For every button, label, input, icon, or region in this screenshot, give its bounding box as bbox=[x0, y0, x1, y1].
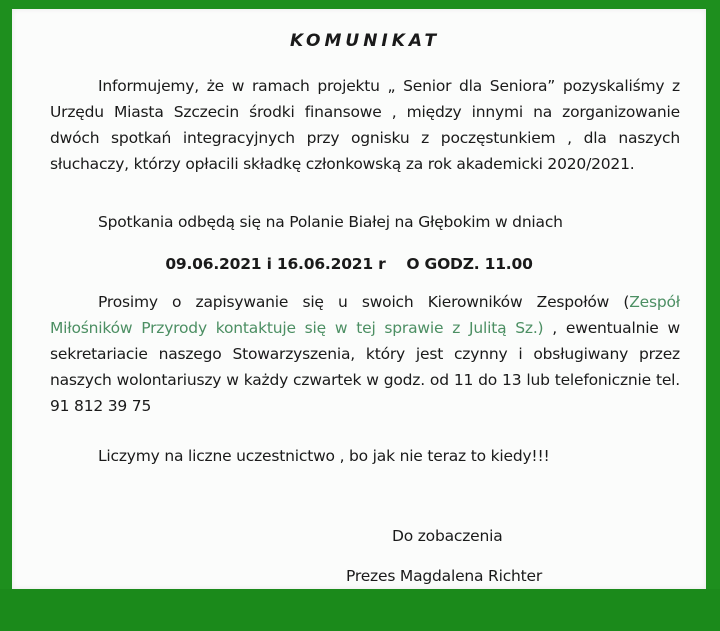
registration-text-start: Prosimy o zapisywanie się u swoich Kierowników Zespołów ( bbox=[98, 293, 630, 311]
meeting-dates: 09.06.2021 i 16.06.2021 r O GODZ. 11.00 bbox=[165, 255, 533, 273]
document-page bbox=[12, 9, 706, 589]
paragraph-funding: Informujemy, że w ramach projektu „ Senior dla Seniora” pozyskaliśmy z Urzędu Miasta Szczecin środki finansowe , między innymi na zorganizowanie dwóch spotkań integracyjnych przy ognisku z poczęstunkiem , dla naszych słuchaczy, którzy opłacili składkę członkowską za rok akademicki 2020/2021. bbox=[50, 77, 680, 173]
registration-text-end: , ewentualnie w sekretariacie naszego Stowarzyszenia, który jest czynny i obsługiwany przez naszych wolontariuszy w każdy czwartek w godz. od 11 do 13 lub telefonicznie tel. 91 812 39 75 bbox=[50, 319, 680, 415]
paragraph-invitation: Liczymy na liczne uczestnictwo , bo jak nie teraz to kiedy!!! bbox=[98, 447, 550, 465]
signature: Prezes Magdalena Richter bbox=[346, 567, 543, 585]
bottom-green-band bbox=[0, 589, 720, 631]
document-title: KOMUNIKAT bbox=[289, 31, 441, 51]
nature-group-note: Zespół Miłośników Przyrody kontaktuje się w tej sprawie z Julitą Sz.) bbox=[50, 293, 680, 337]
closing-greeting: Do zobaczenia bbox=[392, 527, 503, 545]
paragraph-meeting-place: Spotkania odbędą się na Polanie Białej na Głębokim w dniach bbox=[98, 213, 563, 231]
paragraph-registration bbox=[50, 289, 680, 419]
